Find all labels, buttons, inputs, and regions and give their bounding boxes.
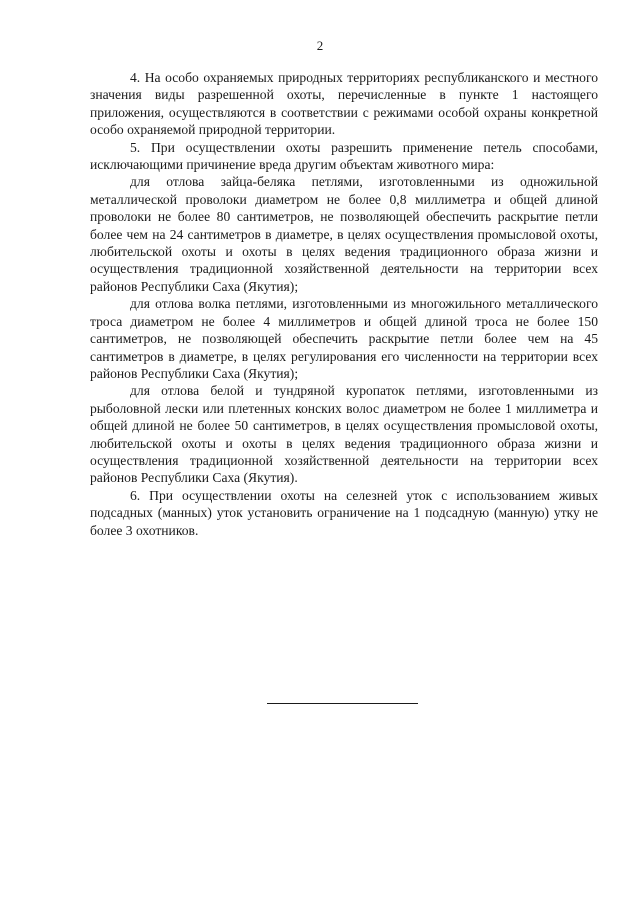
paragraph-ptarmigan-snares: для отлова белой и тундряной куропаток петлями, изготовленными из рыболовной лески или плетенных конских волос диаметром не более 1 миллиметра и общей длиной не более 50 сантиметров, в целях осуществления промысловой охоты, любительской охоты и охоты в целях ведения традиционного образа жизни и осуществления традиционной хозяйственной деятельности на территории всех районов Республики Саха (Якутия). xyxy=(90,383,598,486)
paragraph-wolf-snares: для отлова волка петлями, изготовленными из многожильного металлического троса диаметром не более 4 миллиметров и общей длиной троса не более 150 сантиметров, не позволяющей обеспечить раскрытие петли более чем на 45 сантиметров в диаметре, в целях регулирования его численности на территории всех районов Республики Саха (Якутия); xyxy=(90,296,598,381)
document-end-divider xyxy=(267,703,418,704)
page-number: 2 xyxy=(316,38,324,53)
paragraph-item-5: 5. При осуществлении охоты разрешить применение петель способами, исключающими причинение вреда другим объектам животного мира: xyxy=(90,139,598,173)
document-body xyxy=(90,69,598,539)
paragraph-item-6: 6. При осуществлении охоты на селезней уток с использованием живых подсадных (манных) уток установить ограничение на 1 подсадную (манную) утку не более 3 охотников. xyxy=(90,487,598,538)
paragraph-item-4: 4. На особо охраняемых природных территориях республиканского и местного значения виды разрешенной охоты, перечисленные в пункте 1 настоящего приложения, осуществляются в соответствии с режимами особой охраны конкретной особо охраняемой природной территории. xyxy=(90,70,598,138)
paragraph-hare-snares: для отлова зайца-беляка петлями, изготовленными из одножильной металлической проволоки диаметром не более 0,8 миллиметра и общей длиной проволоки не более 80 сантиметров, не позволяющей обеспечить раскрытие петли более чем на 24 сантиметров в диаметре, в целях осуществления промысловой охоты, любительской охоты и охоты в целях ведения традиционного образа жизни и осуществления традиционной хозяйственной деятельности на территории всех районов Республики Саха (Якутия); xyxy=(90,174,598,294)
